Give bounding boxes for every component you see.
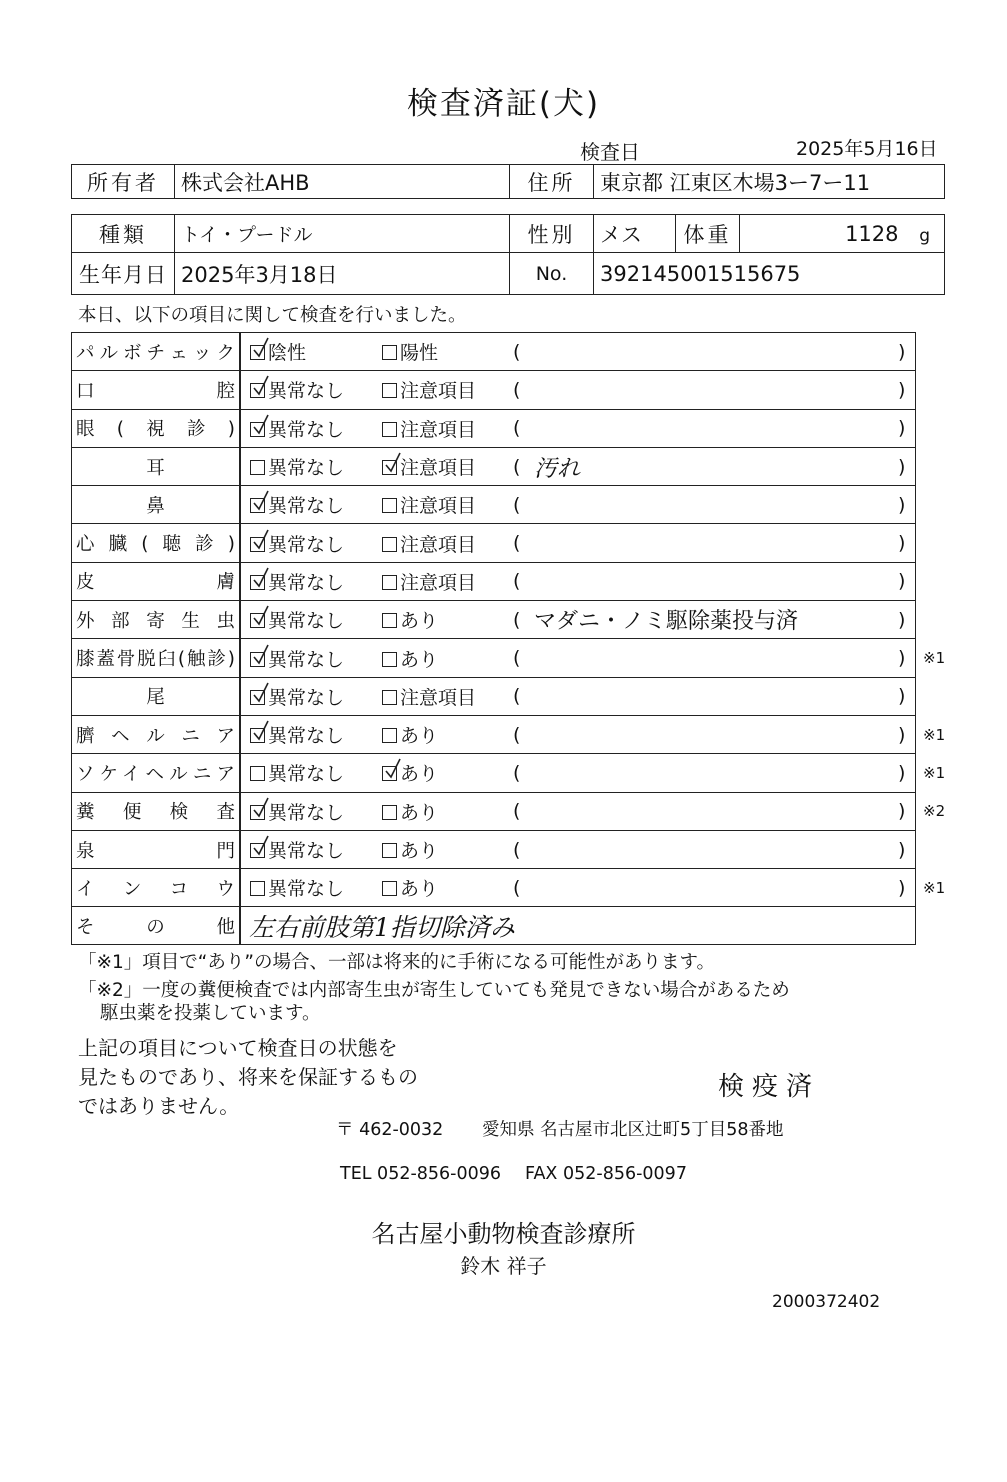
declaration-line2: 見たものであり、将来を保証するもの: [78, 1065, 418, 1089]
option-abnormal[interactable]: [382, 639, 438, 676]
checkbox[interactable]: [250, 805, 265, 820]
checkbox[interactable]: [382, 575, 397, 590]
checkbox[interactable]: [250, 575, 265, 590]
checkbox[interactable]: [382, 345, 397, 360]
note-close-paren: ): [898, 455, 906, 478]
inspection-row: [71, 638, 946, 676]
option-normal[interactable]: [250, 333, 306, 370]
note-open-paren: (: [513, 608, 521, 631]
checkbox[interactable]: [382, 843, 397, 858]
address-label: 住所: [510, 165, 594, 199]
option-label: 注意項目: [400, 380, 477, 403]
sex-value: メス: [594, 215, 676, 253]
declaration-line1: 上記の項目について検査日の状態を: [78, 1036, 398, 1060]
option-label: あり: [400, 878, 439, 901]
inspection-item-name: [72, 486, 239, 523]
option-label: 異常なし: [268, 840, 345, 862]
option-abnormal[interactable]: [382, 869, 438, 906]
clinic-tel: TEL 052-856-0096: [340, 1164, 502, 1184]
checkbox[interactable]: [382, 422, 397, 437]
other-remarks: 左右前肢第1指切除済み: [249, 912, 515, 942]
option-abnormal[interactable]: [382, 410, 476, 447]
checkbox[interactable]: [382, 728, 397, 743]
no-value: 392145001515675: [594, 253, 945, 295]
option-label: 異常なし: [268, 686, 345, 709]
item-name-text: 口腔: [76, 380, 235, 402]
option-normal[interactable]: [250, 563, 344, 600]
item-name-text: 耳: [146, 457, 165, 479]
note-close-paren: ): [898, 417, 906, 440]
option-label: あり: [400, 648, 439, 671]
inspection-row: [71, 600, 916, 638]
no-label: No.: [510, 253, 594, 295]
option-normal[interactable]: [250, 486, 344, 523]
note-open-paren: (: [513, 455, 521, 478]
check-mark-icon: [252, 490, 270, 512]
footnote-mark: ※2: [923, 802, 946, 821]
option-label: 陽性: [400, 342, 439, 365]
check-mark-icon: [384, 758, 402, 780]
inspection-row: [71, 370, 916, 408]
note-close-paren: ): [898, 647, 906, 670]
checkbox[interactable]: [382, 766, 397, 781]
quarantine-stamp: 検疫済: [718, 1072, 821, 1102]
declaration-line3: ではありません。: [78, 1094, 240, 1118]
checkbox[interactable]: [250, 613, 265, 628]
option-label: 異常なし: [268, 610, 345, 633]
inspection-item-name: [72, 754, 239, 791]
checkbox[interactable]: [250, 498, 265, 513]
note-open-paren: (: [513, 647, 521, 670]
option-label: 異常なし: [268, 725, 345, 748]
inspection-item-name: [72, 793, 239, 830]
item-name-text: 鼻: [146, 495, 165, 517]
item-name-text: 眼(視診): [76, 419, 235, 441]
checkbox[interactable]: [250, 881, 265, 896]
option-label: 異常なし: [268, 571, 345, 594]
item-name-text: 泉門: [76, 840, 235, 862]
exam-date: 2025年5月16日: [796, 138, 938, 160]
doctor-name: 鈴木 祥子: [460, 1254, 547, 1278]
check-mark-icon: [252, 797, 270, 819]
check-mark-icon: [252, 682, 270, 704]
footnote-mark: ※1: [923, 878, 946, 897]
option-label: 異常なし: [268, 878, 345, 901]
option-abnormal[interactable]: [382, 601, 438, 638]
item-name-text: 尾: [146, 687, 165, 709]
inspection-note: 汚れ: [534, 456, 580, 483]
check-mark-icon: [252, 605, 270, 627]
option-normal[interactable]: [250, 678, 344, 715]
inspection-item-name: [72, 907, 239, 943]
inspection-item-name: [72, 448, 239, 485]
footnote-1: 「※1」項目で“あり”の場合、一部は将来的に手術になる可能性があります。: [78, 952, 715, 973]
checkbox[interactable]: [250, 766, 265, 781]
note-close-paren: ): [898, 876, 906, 899]
note-open-paren: (: [513, 378, 521, 401]
option-abnormal[interactable]: [382, 754, 438, 791]
option-abnormal[interactable]: [382, 448, 476, 485]
inspection-item-name: [72, 678, 239, 715]
checkbox[interactable]: [250, 843, 265, 858]
breed-value: トイ・プードル: [175, 215, 510, 253]
checkbox[interactable]: [382, 881, 397, 896]
inspection-item-name: [72, 601, 239, 638]
item-name-text: 心臓(聴診): [76, 534, 235, 556]
item-name-text: 膝蓋骨脱臼(触診): [76, 649, 235, 671]
weight-value: 1128: [845, 221, 899, 246]
note-open-paren: (: [513, 876, 521, 899]
option-label: あり: [400, 840, 439, 862]
option-normal[interactable]: [250, 639, 344, 676]
option-label: 注意項目: [400, 495, 477, 518]
note-close-paren: ): [898, 761, 906, 784]
postal-code: 〒 462-0032: [336, 1120, 444, 1140]
note-open-paren: (: [513, 417, 521, 440]
birth-value: 2025年3月18日: [175, 253, 510, 295]
checkbox[interactable]: [382, 537, 397, 552]
sex-label: 性別: [510, 215, 594, 253]
option-label: 陰性: [268, 342, 307, 365]
check-mark-icon: [252, 720, 270, 742]
item-name-text: 臍ヘルニア: [76, 725, 235, 747]
note-open-paren: (: [513, 532, 521, 555]
check-mark-icon: [252, 835, 270, 857]
item-name-text: その他: [76, 916, 235, 938]
inspection-item-name: [72, 716, 239, 753]
option-normal[interactable]: [250, 831, 344, 868]
footnote-mark: ※1: [923, 649, 946, 668]
option-abnormal[interactable]: [382, 831, 438, 868]
note-close-paren: ): [898, 685, 906, 708]
document-title: 検査済証(犬): [406, 86, 601, 122]
option-abnormal[interactable]: [382, 333, 438, 370]
option-normal[interactable]: [250, 869, 344, 906]
inspection-row: [71, 409, 916, 447]
checkbox[interactable]: [382, 613, 397, 628]
inspection-row: [71, 485, 916, 523]
option-label: 異常なし: [268, 533, 345, 556]
note-close-paren: ): [898, 493, 906, 516]
option-label: 注意項目: [400, 533, 477, 556]
checkbox[interactable]: [382, 805, 397, 820]
note-open-paren: (: [513, 723, 521, 746]
checkbox[interactable]: [250, 537, 265, 552]
checkbox[interactable]: [250, 652, 265, 667]
option-label: 異常なし: [268, 763, 345, 786]
option-label: 異常なし: [268, 648, 345, 671]
clinic-fax: FAX 052-856-0097: [525, 1164, 687, 1184]
item-name-text: インコウ: [76, 878, 235, 900]
owner-value: 株式会社AHB: [175, 165, 510, 199]
inspection-item-name: [72, 410, 239, 447]
checkbox[interactable]: [250, 383, 265, 398]
inspection-row: [71, 753, 946, 791]
footnote-mark: ※1: [923, 763, 946, 782]
note-open-paren: (: [513, 685, 521, 708]
option-normal[interactable]: [250, 601, 344, 638]
inspection-row: [71, 523, 916, 561]
checkbox[interactable]: [250, 690, 265, 705]
weight-label: 体重: [676, 215, 740, 253]
option-label: 異常なし: [268, 801, 345, 824]
note-close-paren: ): [898, 378, 906, 401]
checkbox[interactable]: [382, 383, 397, 398]
option-abnormal[interactable]: [382, 793, 438, 830]
checkbox[interactable]: [382, 690, 397, 705]
clinic-address: 愛知県 名古屋市北区辻町5丁目58番地: [482, 1120, 784, 1140]
footnote-mark: ※1: [923, 725, 946, 744]
footnote-2-line1: 「※2」一度の糞便検査では内部寄生虫が寄生していても発見できない場合があるため: [78, 980, 790, 1001]
breed-label: 種類: [72, 215, 175, 253]
option-abnormal[interactable]: [382, 524, 476, 561]
inspection-note: マダニ・ノミ駆除薬投与済: [534, 609, 799, 635]
inspection-row: [71, 332, 916, 370]
note-open-paren: (: [513, 838, 521, 861]
owner-address: 東京都 江東区木場3ー7ー11: [594, 165, 945, 199]
checkbox[interactable]: [382, 498, 397, 513]
weight-field: [740, 215, 945, 253]
checkbox[interactable]: [250, 345, 265, 360]
inspection-item-name: [72, 563, 239, 600]
note-close-paren: ): [898, 723, 906, 746]
note-open-paren: (: [513, 493, 521, 516]
footnote-2-line2: 駆虫薬を投薬しています。: [100, 1003, 321, 1024]
inspection-row: [71, 562, 916, 600]
item-name-text: 皮膚: [76, 572, 235, 594]
inspection-row: [71, 830, 916, 868]
inspection-item-name: [72, 639, 239, 676]
option-normal[interactable]: [250, 716, 344, 753]
option-label: あり: [400, 610, 439, 633]
birth-label: 生年月日: [72, 253, 175, 295]
option-abnormal[interactable]: [382, 716, 438, 753]
option-label: 異常なし: [268, 380, 345, 403]
item-name-text: パルボチェック: [76, 342, 235, 364]
pet-table: [71, 214, 945, 295]
option-label: あり: [400, 801, 439, 824]
inspection-item-name: [72, 333, 239, 370]
inspection-item-name: [72, 869, 239, 906]
option-abnormal[interactable]: [382, 563, 476, 600]
check-mark-icon: [252, 337, 270, 359]
weight-unit: g: [919, 225, 930, 246]
inspection-item-name: [72, 371, 239, 408]
inspection-item-name: [72, 524, 239, 561]
serial-number: 2000372402: [772, 1292, 881, 1312]
inspection-row: [71, 715, 946, 753]
option-normal[interactable]: [250, 371, 344, 408]
note-close-paren: ): [898, 838, 906, 861]
option-label: 注意項目: [400, 686, 477, 709]
check-mark-icon: [252, 644, 270, 666]
note-open-paren: (: [513, 800, 521, 823]
option-label: 異常なし: [268, 457, 345, 480]
option-label: 注意項目: [400, 571, 477, 594]
checkbox[interactable]: [382, 652, 397, 667]
option-label: 異常なし: [268, 418, 345, 441]
inspection-table: [71, 332, 946, 945]
checkbox[interactable]: [382, 460, 397, 475]
check-mark-icon: [384, 452, 402, 474]
option-abnormal[interactable]: [382, 486, 476, 523]
check-mark-icon: [252, 414, 270, 436]
inspection-item-name: [72, 831, 239, 868]
item-name-text: ソケイヘルニア: [76, 763, 235, 785]
option-label: 注意項目: [400, 457, 477, 480]
option-label: 異常なし: [268, 495, 345, 518]
owner-table: [71, 164, 945, 199]
option-label: 注意項目: [400, 418, 477, 441]
option-abnormal[interactable]: [382, 371, 476, 408]
option-normal[interactable]: [250, 410, 344, 447]
note-close-paren: ): [898, 340, 906, 363]
note-open-paren: (: [513, 570, 521, 593]
note-close-paren: ): [898, 570, 906, 593]
item-name-text: 糞便検査: [76, 802, 235, 824]
checkbox[interactable]: [250, 460, 265, 475]
item-name-text: 外部寄生虫: [76, 610, 235, 632]
owner-label: 所有者: [72, 165, 175, 199]
intro-text: 本日、以下の項目に関して検査を行いました。: [78, 305, 467, 326]
inspection-row: [71, 677, 916, 715]
inspection-row-other: [71, 906, 916, 944]
checkbox[interactable]: [250, 422, 265, 437]
checkbox[interactable]: [250, 728, 265, 743]
option-normal[interactable]: [250, 448, 344, 485]
note-open-paren: (: [513, 340, 521, 363]
note-close-paren: ): [898, 800, 906, 823]
inspection-row: [71, 792, 946, 830]
inspection-row: [71, 447, 916, 485]
check-mark-icon: [252, 529, 270, 551]
option-normal[interactable]: [250, 793, 344, 830]
check-mark-icon: [252, 567, 270, 589]
option-label: あり: [400, 725, 439, 748]
note-open-paren: (: [513, 761, 521, 784]
clinic-name: 名古屋小動物検査診療所: [371, 1220, 636, 1248]
option-normal[interactable]: [250, 524, 344, 561]
option-normal[interactable]: [250, 754, 344, 791]
exam-date-label: 検査日: [580, 140, 640, 164]
note-close-paren: ): [898, 608, 906, 631]
option-label: あり: [400, 763, 439, 786]
option-abnormal[interactable]: [382, 678, 476, 715]
note-close-paren: ): [898, 532, 906, 555]
check-mark-icon: [252, 375, 270, 397]
inspection-row: [71, 868, 946, 906]
